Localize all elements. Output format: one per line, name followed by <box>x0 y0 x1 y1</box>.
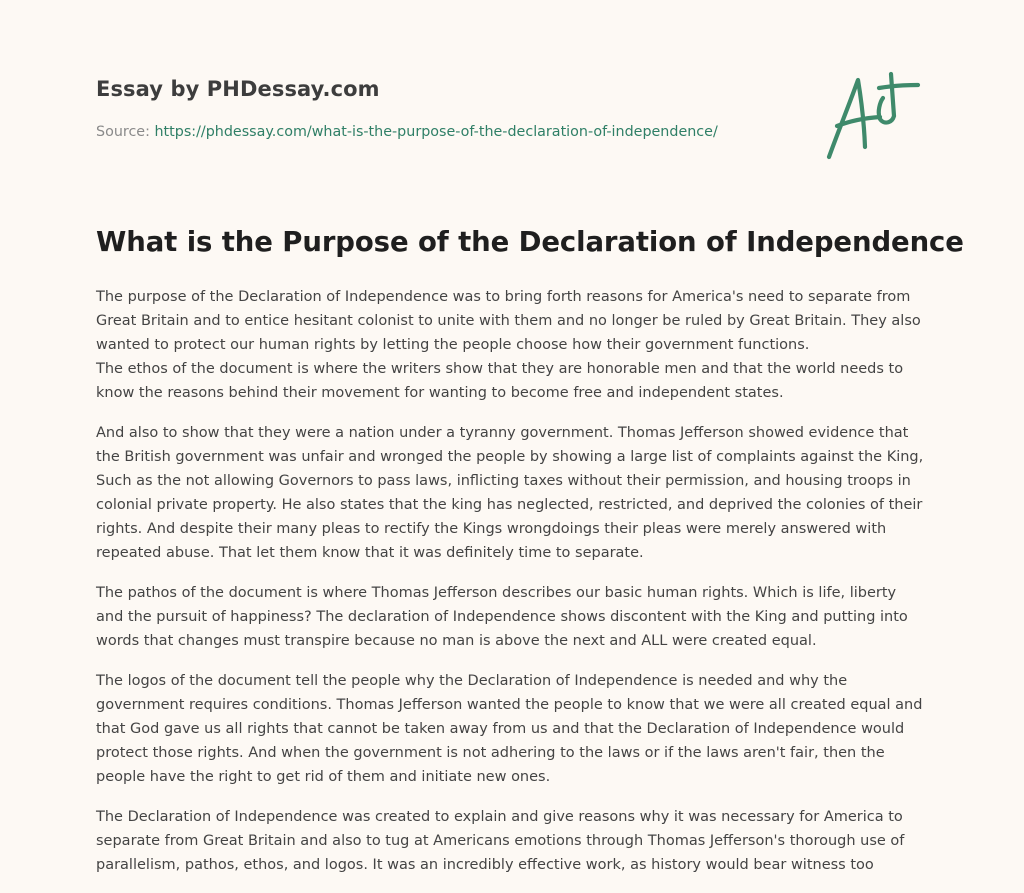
site-brand: Essay by PHDessay.com <box>96 77 380 101</box>
logo-plus-vertical <box>879 74 894 123</box>
essay-paragraph: The ethos of the document is where the writers show that they are honorable men and that the world needs to know the reasons behind their movement for wanting to become free and independent states. <box>96 361 904 401</box>
source-line <box>96 124 718 140</box>
essay-paragraph: The pathos of the document is where Thomas Jefferson describes our basic human rights. Which is life, liberty and the pursuit of happiness? The declaration of Independence shows discontent with the King and putting into words that changes must transpire because no man is above the next and ALL were created equal. <box>96 585 908 649</box>
essay-body <box>96 285 928 893</box>
essay-paragraph: And also to show that they were a nation under a tyranny government. Thomas Jefferson showed evidence that the British government was unfair and wronged the people by showing a large list of complaints against the King, Such as the not allowing Governors to pass laws, inflicting taxes without their permission, and housing troops in colonial private property. He also states that the king has neglected, restricted, and deprived the colonies of their rights. And despite their many pleas to rectify the Kings wrongdoings their pleas were merely answered with repeated abuse. That let them know that it was definitely time to separate. <box>96 425 924 561</box>
essay-paragraph: The logos of the document tell the people why the Declaration of Independence is needed and why the government requires conditions. Thomas Jefferson wanted the people to know that we were all created equal and that God gave us all rights that cannot be taken away from us and that the Declaration of Independence would protect those rights. And when the government is not adhering to the laws or if the laws aren't fair, then the people have the right to get rid of them and initiate new ones. <box>96 673 923 785</box>
source-label: Source: <box>96 124 155 140</box>
logo-plus-horizontal <box>879 85 918 88</box>
essay-title: What is the Purpose of the Declaration of Independence <box>96 226 964 258</box>
essay-paragraph: The purpose of the Declaration of Independence was to bring forth reasons for America's need to separate from Great Britain and to entice hesitant colonist to unite with them and no longer be ruled by Great Britain. They also wanted to protect our human rights by letting the people choose how their government functions. <box>96 289 921 353</box>
essay-paragraph: The Declaration of Independence was created to explain and give reasons why it was necessary for America to separate from Great Britain and also to tug at Americans emotions through Thomas Jefferson's thorough use of parallelism, pathos, ethos, and logos. It was an incredibly effective work, as history would bear witness too <box>96 809 905 873</box>
source-link[interactable]: https://phdessay.com/what-is-the-purpose-of-the-declaration-of-independence/ <box>154 124 718 140</box>
a-plus-grade-icon <box>822 68 926 164</box>
